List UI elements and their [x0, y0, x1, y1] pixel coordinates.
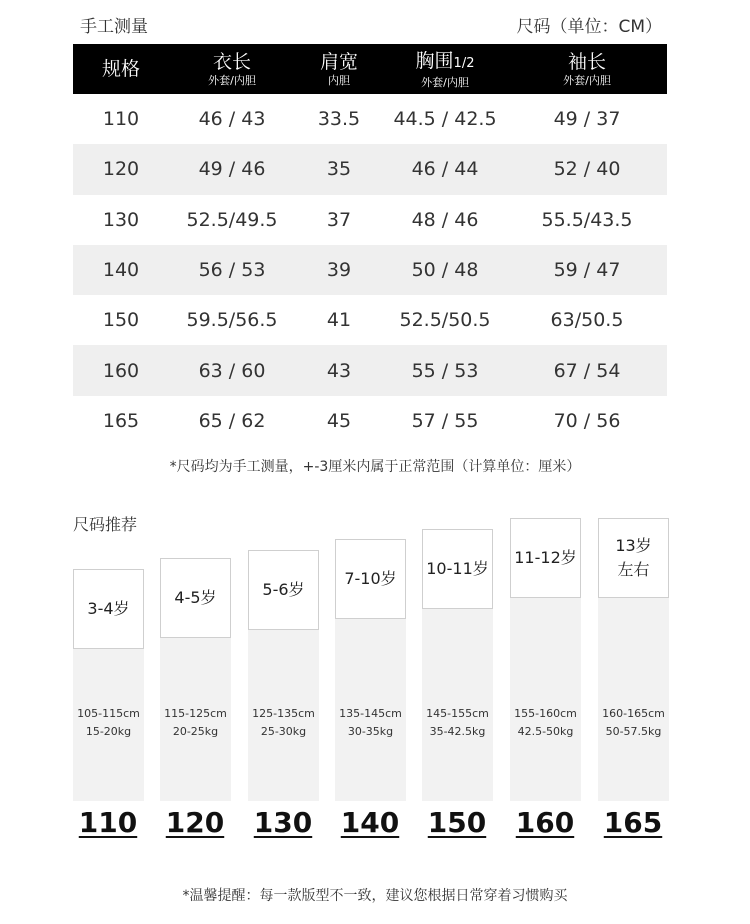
- age-label: 10-11岁: [422, 529, 493, 609]
- cell-size: 110: [102, 108, 140, 131]
- size-number: 150: [427, 806, 487, 839]
- cell-sleeve: 59 / 47: [507, 245, 667, 295]
- weight-range: 50-57.5kg: [605, 725, 662, 738]
- cell-sleeve: 55.5/43.5: [541, 208, 633, 231]
- cell-size: 150: [102, 309, 140, 332]
- weight-range: 30-35kg: [347, 725, 394, 738]
- weight-range: 35-42.5kg: [429, 725, 486, 738]
- header-chest: 胸围1/2 外套/内胆: [383, 44, 507, 94]
- measurement-text: [590, 705, 677, 741]
- header-shoulder: 肩宽 内胆: [295, 44, 383, 94]
- size-number: 165: [603, 806, 663, 839]
- cell-chest: 50 / 48: [383, 245, 507, 295]
- recommend-column: [598, 0, 669, 801]
- measurement-text: [152, 705, 239, 741]
- cell-chest: 44.5 / 42.5: [393, 108, 497, 131]
- cell-length: 46 / 43: [198, 108, 266, 131]
- recommend-column: [422, 0, 493, 801]
- cell-sleeve: 49 / 37: [553, 108, 621, 131]
- weight-range: 25-30kg: [260, 725, 307, 738]
- cell-sleeve: 63/50.5: [550, 309, 624, 332]
- cell-length: 65 / 62: [198, 409, 266, 432]
- cell-size: 130: [102, 208, 140, 231]
- measurement-text: [240, 705, 327, 741]
- measurement-text: [502, 705, 589, 741]
- measurement-text: [327, 705, 414, 741]
- header-size: 规格: [73, 44, 169, 94]
- age-label: 13岁 左右: [598, 518, 669, 598]
- cell-size: 140: [73, 245, 169, 295]
- cell-chest: 52.5/50.5: [399, 309, 491, 332]
- size-number: 120: [165, 806, 225, 839]
- recommend-column: [335, 0, 406, 801]
- height-range: 125-135cm: [252, 707, 315, 720]
- measurement-text: [414, 705, 501, 741]
- cell-chest: 46 / 44: [383, 144, 507, 194]
- age-label: 4-5岁: [160, 558, 231, 638]
- height-range: 105-115cm: [77, 707, 140, 720]
- cell-shoulder: 37: [326, 208, 352, 231]
- age-label: 5-6岁: [248, 550, 319, 630]
- age-label: 7-10岁: [335, 539, 406, 619]
- header-sleeve: 袖长 外套/内胆: [507, 44, 667, 94]
- weight-range: 20-25kg: [172, 725, 219, 738]
- cell-length: 52.5/49.5: [186, 208, 278, 231]
- cell-shoulder: 35: [295, 144, 383, 194]
- age-label: 3-4岁: [73, 569, 144, 649]
- recommend-column: [160, 0, 231, 801]
- cell-shoulder: 45: [326, 409, 352, 432]
- weight-range: 15-20kg: [85, 725, 132, 738]
- measurement-text: [65, 705, 152, 741]
- cell-shoulder: 43: [295, 345, 383, 395]
- cell-shoulder: 39: [295, 245, 383, 295]
- unit-label: 尺码（单位：CM）: [516, 17, 662, 37]
- reminder-tip: *温馨提醒：每一款版型不一致，建议您根据日常穿着习惯购买: [182, 888, 568, 904]
- recommend-title: 尺码推荐: [73, 515, 138, 534]
- height-range: 115-125cm: [164, 707, 227, 720]
- recommend-column: [73, 0, 144, 801]
- weight-range: 42.5-50kg: [517, 725, 574, 738]
- recommend-column: [510, 0, 581, 801]
- height-range: 160-165cm: [602, 707, 665, 720]
- cell-chest: 48 / 46: [411, 208, 479, 231]
- cell-size: 160: [73, 345, 169, 395]
- cell-length: 49 / 46: [169, 144, 295, 194]
- cell-chest: 55 / 53: [383, 345, 507, 395]
- cell-sleeve: 70 / 56: [553, 409, 621, 432]
- cell-shoulder: 41: [326, 309, 352, 332]
- height-range: 135-145cm: [339, 707, 402, 720]
- height-range: 155-160cm: [514, 707, 577, 720]
- cell-sleeve: 52 / 40: [507, 144, 667, 194]
- measurement-note: *尺码均为手工测量，+-3厘米内属于正常范围（计算单位：厘米）: [169, 459, 581, 475]
- height-range: 145-155cm: [426, 707, 489, 720]
- header-length: 衣长 外套/内胆: [169, 44, 295, 94]
- cell-chest: 57 / 55: [411, 409, 479, 432]
- cell-shoulder: 33.5: [317, 108, 361, 131]
- cell-length: 59.5/56.5: [186, 309, 278, 332]
- recommend-column: [248, 0, 319, 801]
- size-number: 130: [253, 806, 313, 839]
- cell-length: 56 / 53: [169, 245, 295, 295]
- cell-size: 120: [73, 144, 169, 194]
- age-label: 11-12岁: [510, 518, 581, 598]
- cell-size: 165: [102, 409, 140, 432]
- measure-title: 手工测量: [80, 17, 148, 37]
- size-number: 140: [340, 806, 400, 839]
- size-number: 160: [515, 806, 575, 839]
- size-number: 110: [78, 806, 138, 839]
- cell-length: 63 / 60: [169, 345, 295, 395]
- cell-sleeve: 67 / 54: [507, 345, 667, 395]
